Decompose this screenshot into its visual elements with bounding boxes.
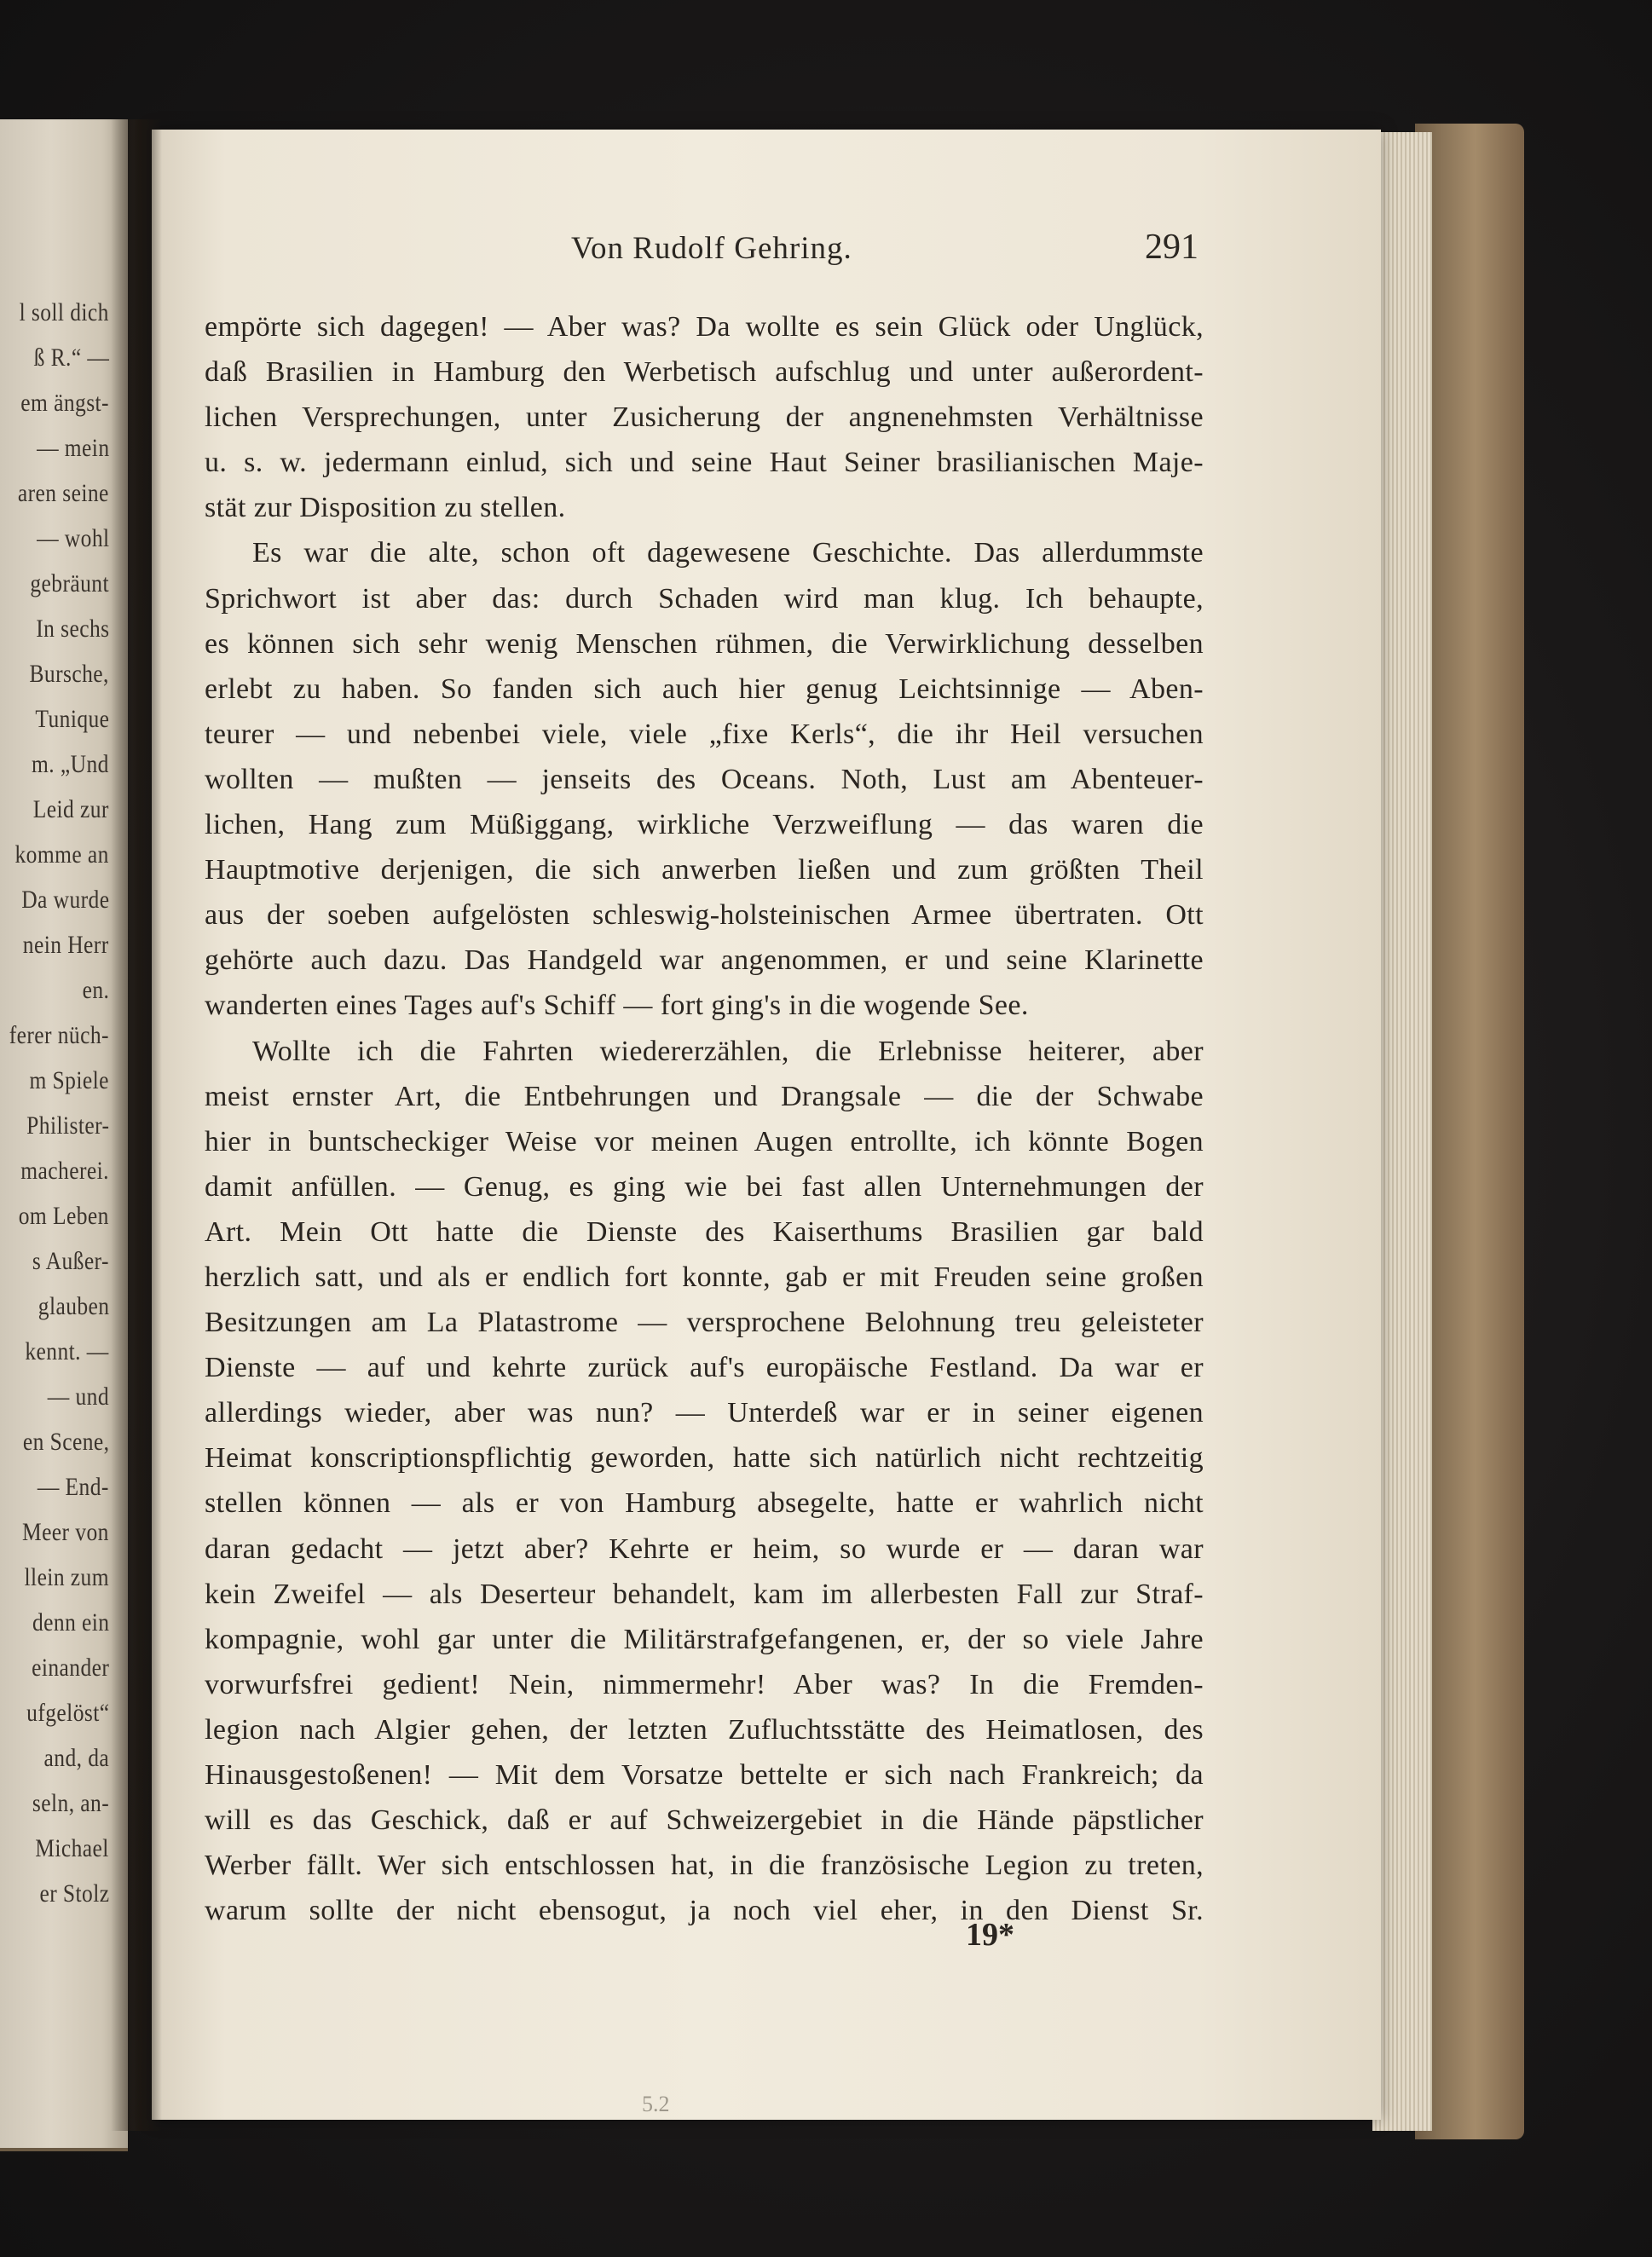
- text-line: lichen Versprechungen, unter Zusicherung der angnenehmsten Verhältnisse: [205, 401, 1204, 434]
- text-line: legion nach Algier gehen, der letzten Zufluchtsstätte des Heimatlosen, des: [205, 1713, 1204, 1746]
- left-page-line: nein Herr: [23, 931, 109, 959]
- left-page-line: Michael: [35, 1834, 109, 1862]
- left-page-fragment: [0, 119, 128, 2151]
- left-page-line: gebräunt: [30, 569, 109, 597]
- text-line: Wollte ich die Fahrten wiedererzählen, die Erlebnisse heiterer, aber: [252, 1035, 1204, 1067]
- left-page-line: en.: [82, 976, 109, 1004]
- text-line: Es war die alte, schon oft dagewesene Geschichte. Das allerdummste: [252, 537, 1204, 569]
- book-page: [152, 130, 1381, 2120]
- left-page-line: en Scene,: [22, 1428, 109, 1456]
- left-page-line: and, da: [43, 1744, 109, 1772]
- text-line: erlebt zu haben. So fanden sich auch hier genug Leichtsinnige — Aben-: [205, 672, 1204, 705]
- left-page-line: kennt. —: [25, 1337, 109, 1365]
- text-line: lichen, Hang zum Müßiggang, wirkliche Verzweiflung — das waren die: [205, 809, 1204, 841]
- text-line: gehörte auch dazu. Das Handgeld war angenommen, er und seine Klarinette: [205, 944, 1204, 977]
- left-page-line: In sechs: [35, 615, 109, 643]
- left-page-line: er Stolz: [38, 1879, 109, 1908]
- text-line: wollten — mußten — jenseits des Oceans. Noth, Lust am Abenteuer-: [205, 763, 1204, 795]
- left-page-line: llein zum: [24, 1563, 109, 1591]
- page-header: [152, 230, 1381, 281]
- left-page-line: — und: [47, 1382, 109, 1411]
- left-page-line: — mein: [36, 434, 109, 462]
- left-page-line: em ängst-: [20, 389, 109, 417]
- text-line: kompagnie, wohl gar unter die Militärstrafgefangenen, er, der so viele Jahre: [205, 1623, 1204, 1655]
- left-page-line: s Außer-: [32, 1247, 109, 1275]
- text-line: will es das Geschick, daß er auf Schweizergebiet in die Hände päpstlicher: [205, 1804, 1204, 1837]
- text-line: Hauptmotive derjenigen, die sich anwerben ließen und zum größten Theil: [205, 854, 1204, 886]
- text-line: warum sollte der nicht ebensogut, ja noch viel eher, in den Dienst Sr.: [205, 1895, 1204, 1927]
- text-line: Dienste — auf und kehrte zurück auf's europäische Festland. Da war er: [205, 1352, 1204, 1384]
- left-page-line: Meer von: [22, 1518, 109, 1546]
- text-line: meist ernster Art, die Entbehrungen und Drangsale — die der Schwabe: [205, 1080, 1204, 1112]
- left-page-line: l soll dich: [19, 298, 109, 326]
- left-page-line: Da wurde: [20, 886, 109, 914]
- stamp-mark: 5.2: [642, 2092, 670, 2116]
- page-gutter: [111, 119, 162, 2131]
- page-edge-stack: [1372, 132, 1432, 2131]
- text-line: Besitzungen am La Platastrome — versprochene Belohnung treu geleisteter: [205, 1307, 1204, 1339]
- text-line: u. s. w. jedermann einlud, sich und seine Haut Seiner brasilianischen Maje-: [205, 447, 1204, 479]
- left-page-line: — wohl: [36, 524, 109, 552]
- text-line: Heimat konscriptionspflichtig geworden, hatte sich natürlich nicht rechtzeitig: [205, 1442, 1204, 1475]
- text-line: daß Brasilien in Hamburg den Werbetisch aufschlug und unter außerordent-: [205, 356, 1204, 389]
- left-page-line: aren seine: [18, 479, 109, 507]
- text-line: stät zur Disposition zu stellen.: [205, 492, 566, 524]
- text-line: stellen können — als er von Hamburg absegelte, hatte er wahrlich nicht: [205, 1487, 1204, 1520]
- text-line: es können sich sehr wenig Menschen rühmen, die Verwirklichung desselben: [205, 627, 1204, 660]
- text-line: daran gedacht — jetzt aber? Kehrte er heim, so wurde er — daran war: [205, 1533, 1204, 1565]
- text-line: Art. Mein Ott hatte die Dienste des Kaiserthums Brasilien gar bald: [205, 1215, 1204, 1248]
- left-page-line: m. „Und: [32, 750, 109, 778]
- text-line: Werber fällt. Wer sich entschlossen hat, in die französische Legion zu treten,: [205, 1850, 1204, 1882]
- left-page-line: seln, an-: [32, 1789, 109, 1817]
- text-line: allerdings wieder, aber was nun? — Unterdeß war er in seiner eigenen: [205, 1397, 1204, 1429]
- left-page-line: Philister-: [26, 1111, 109, 1140]
- left-page-line: om Leben: [18, 1202, 109, 1230]
- left-page-line: denn ein: [32, 1608, 109, 1636]
- left-page-line: einander: [31, 1654, 109, 1682]
- left-page-line: Bursche,: [29, 660, 109, 688]
- text-line: hier in buntscheckiger Weise vor meinen Augen entrollte, ich könnte Bogen: [205, 1125, 1204, 1157]
- text-line: empörte sich dagegen! — Aber was? Da wollte es sein Glück oder Unglück,: [205, 311, 1204, 343]
- text-line: vorwurfsfrei gedient! Nein, nimmermehr! Aber was? In die Fremden-: [205, 1668, 1204, 1700]
- text-line: Sprichwort ist aber das: durch Schaden wird man klug. Ich behaupte,: [205, 582, 1204, 615]
- body-text: [205, 304, 1204, 1933]
- left-page-line: glauben: [38, 1292, 109, 1320]
- left-page-line: macherei.: [20, 1157, 109, 1185]
- page-number: 291: [1145, 228, 1199, 267]
- text-line: aus der soeben aufgelösten schleswig-holsteinischen Armee übertraten. Ott: [205, 899, 1204, 932]
- left-page-line: ß R.“ —: [33, 343, 109, 372]
- text-line: teurer — und nebenbei viele, viele „fixe Kerls“, die ihr Heil versuchen: [205, 718, 1204, 750]
- left-page-line: m Spiele: [29, 1066, 109, 1094]
- left-page-line: ufgelöst“: [26, 1699, 109, 1727]
- left-page-line: ferer nüch-: [9, 1021, 109, 1049]
- text-line: kein Zweifel — als Deserteur behandelt, kam im allerbesten Fall zur Straf-: [205, 1578, 1204, 1610]
- left-page-line: komme an: [14, 840, 109, 869]
- text-line: Hinausgestoßenen! — Mit dem Vorsatze bettelte er sich nach Frankreich; da: [205, 1759, 1204, 1791]
- left-page-line: — End-: [37, 1473, 109, 1501]
- text-line: herzlich satt, und als er endlich fort konnte, gab er mit Freuden seine großen: [205, 1261, 1204, 1293]
- signature-mark: 19*: [966, 1917, 1014, 1953]
- text-line: wanderten eines Tages auf's Schiff — fort ging's in die wogende See.: [205, 990, 1029, 1022]
- running-head: Von Rudolf Gehring.: [571, 231, 852, 266]
- text-line: damit anfüllen. — Genug, es ging wie bei fast allen Unternehmungen der: [205, 1170, 1204, 1203]
- left-page-line: Tunique: [34, 705, 109, 733]
- left-page-line: Leid zur: [32, 795, 109, 823]
